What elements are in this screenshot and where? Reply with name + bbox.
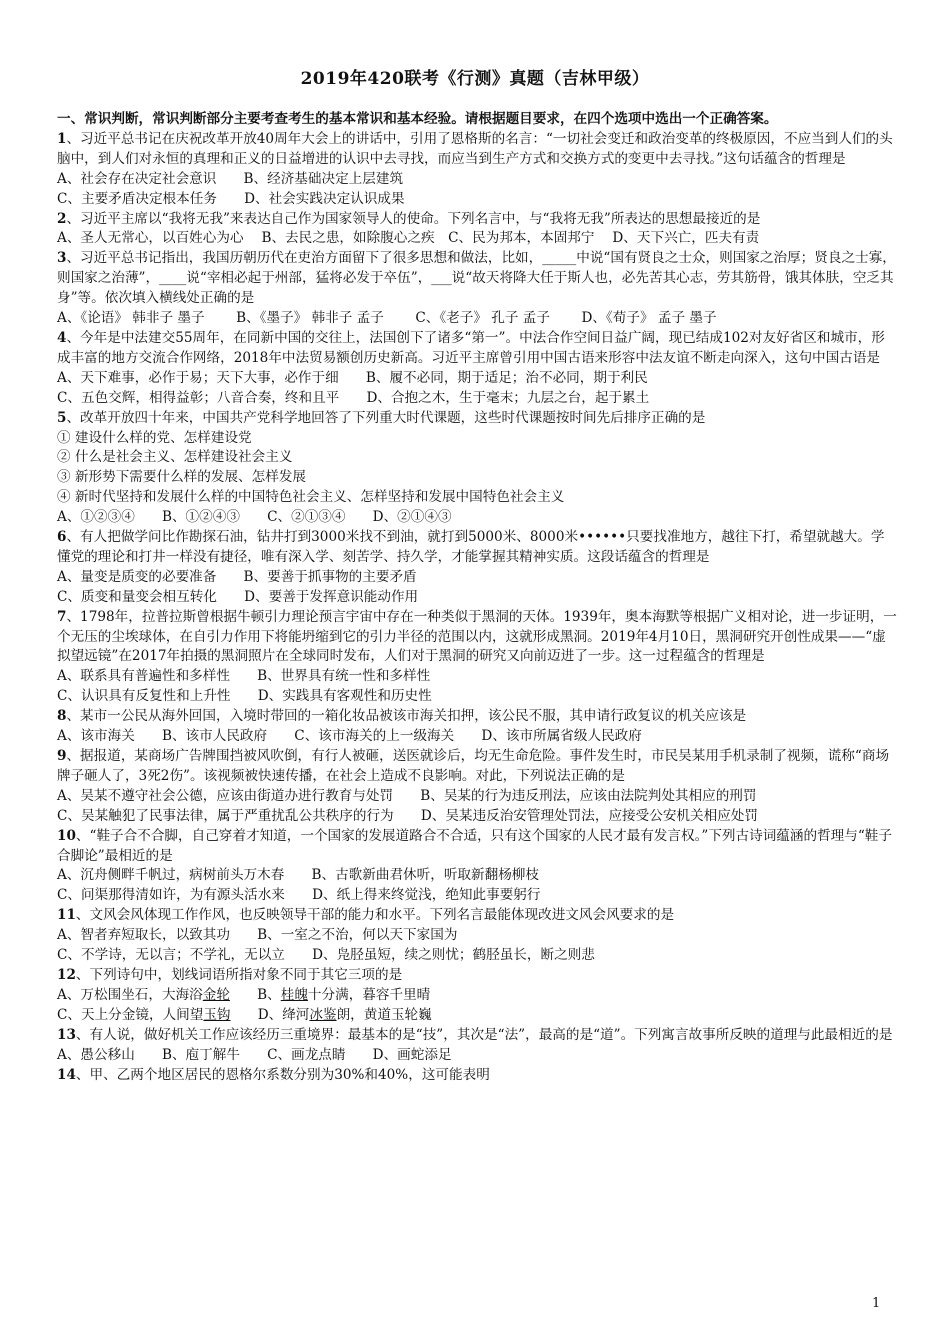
option-line: C、五色交辉，相得益彰；八音合奏，终和且平 D、合抱之木，生于毫末；九层之台，起于累土: [57, 389, 650, 406]
option-line: C、吴某触犯了民事法律，属于严重扰乱公共秩序的行为 D、吴某违反治安管理处罚法，应接受公安机关相应处罚: [57, 807, 758, 824]
question-7: 7、1798年，拉普拉斯曾根据牛顿引力理论预言宇宙中存在一种类似于黑洞的天体。1939年，奥本海默等根据广义相对论，进一步证明，一个无压的尘埃球体，在自引力作用下将能坍缩到它的引力半径的范围以内，这就形成黑洞。2019年4月10日，黑洞研究开创性成果——“虚拟望远镜”在2017年拍摄的黑洞照片在全球同时发布，人们对于黑洞的研究又向前迈进了一步。这一过程蕴含的哲理是: [57, 608, 897, 665]
underlined-term: 冰鉴: [309, 1006, 337, 1023]
question-12: 12、下列诗句中，划线词语所指对象不同于其它三项的是: [57, 966, 403, 983]
question-13: 13、有人说，做好机关工作应该经历三重境界：最基本的是“技”，其次是“法”，最高的是“道”。下列寓言故事所反映的道理与此最相近的是: [57, 1026, 893, 1043]
page-title: 2019年420联考《行测》真题（吉林甲级）: [300, 69, 650, 89]
question-9: 9、据报道，某商场广告牌围挡被风吹倒，有行人被砸，送医就诊后，均无生命危险。事件发生时，市民吴某用手机录制了视频，谎称“商场牌子砸人了，3死2伤”。该视频被快速传播，在社会上造成不良影响。对此，下列说法正确的是: [57, 748, 890, 784]
question-5: 5、改革开放四十年来，中国共产党科学地回答了下列重大时代课题，这些时代课题按时间先后排序正确的是: [57, 409, 706, 426]
question-8: 8、某市一公民从海外回国，入境时带回的一箱化妆品被该市海关扣押，该公民不服，其申请行政复议的机关应该是: [57, 708, 747, 725]
underlined-term: 桂魄: [280, 986, 308, 1003]
option-line: A、①②③④ B、①②④③ C、②①③④ D、②①④③: [57, 509, 452, 526]
list-item: ④ 新时代坚持和发展什么样的中国特色社会主义、怎样坚持和发展中国特色社会主义: [57, 489, 565, 506]
option-line: A、天下难事，必作于易；天下大事，必作于细 B、履不必同，期于适足；治不必同，期于利民: [57, 369, 648, 386]
option-line: C、天上分金镜，人间望玉钩 D、绛河冰鉴朗，黄道玉轮巍: [57, 1006, 432, 1023]
section-heading: 一、常识判断，常识判断部分主要考查考生的基本常识和基本经验。请根据题目要求，在四个选项中选出一个正确答案。: [57, 111, 778, 127]
option-line: C、认识具有反复性和上升性 D、实践具有客观性和历史性: [57, 688, 432, 705]
list-item: ② 什么是社会主义、怎样建设社会主义: [57, 449, 293, 466]
option-line: A、联系具有普遍性和多样性 B、世界具有统一性和多样性: [57, 668, 431, 685]
option-line: A、社会存在决定社会意识 B、经济基础决定上层建筑: [57, 170, 404, 187]
underlined-term: 玉钩: [203, 1006, 231, 1023]
question-3: 3、习近平总书记指出，我国历朝历代在吏治方面留下了很多思想和做法，比如，_____中说“国有贤良之士众，则国家之治厚；贤良之士寡，则国家之治薄”，____说“宰相必起于州部，猛将必发于卒伍”，___说“故天将降大任于斯人也，必先苦其心志，劳其筋骨，饿其体肤，空乏其身”等。依次填入横线处正确的是: [57, 250, 896, 307]
option-line: A、该市海关 B、该市人民政府 C、该市海关的上一级海关 D、该市所属省级人民政府: [57, 728, 642, 745]
option-line: A、《论语》 韩非子 墨子 B、《墨子》 韩非子 孟子 C、《老子》 孔子 孟子 D、《荀子》 孟子 墨子: [57, 310, 717, 327]
option-line: C、质变和量变会相互转化 D、要善于发挥意识能动作用: [57, 588, 419, 605]
question-1: 1、习近平总书记在庆祝改革开放40周年大会上的讲话中，引用了恩格斯的名言：“一切社会变迁和政治变革的终极原因，不应当到人们的头脑中，到人们对永恒的真理和正义的日益增进的认识中去寻找，而应当到生产方式和交换方式的变更中去寻找。”这句话蕴含的哲理是: [57, 130, 893, 167]
option-line: C、不学诗，无以言；不学礼，无以立 D、凫胫虽短，续之则忧；鹤胫虽长，断之则悲: [57, 947, 595, 964]
question-6: 6、有人把做学问比作勘探石油，钻井打到3000米找不到油，就打到5000米、8000米••••••只要找准地方，越往下打，希望就越大。学懂党的理论和打井一样没有捷径，唯有深入学、刻苦学、持久学，才能掌握其精神实质。这段话蕴含的哲理是: [57, 529, 885, 565]
option-line: A、量变是质变的必要准备 B、要善于抓事物的主要矛盾: [57, 568, 417, 585]
question-10: 10、“鞋子合不合脚，自己穿着才知道，一个国家的发展道路合不合适，只有这个国家的人民才最有发言权。”下列古诗词蕴涵的哲理与“鞋子合脚论”最相近的是: [57, 827, 892, 864]
question-11: 11、文风会风体现工作作风，也反映领导干部的能力和水平。下列名言最能体现改进文风会风要求的是: [57, 907, 675, 924]
option-line: A、万松围坐石，大海浴金轮 B、桂魄十分满，暮容千里晴: [57, 986, 431, 1003]
list-item: ① 建设什么样的党、怎样建设党: [57, 429, 252, 446]
option-line: A、智者弃短取长，以致其功 B、一室之不治，何以天下家国为: [57, 927, 458, 944]
list-item: ③ 新形势下需要什么样的发展、怎样发展: [57, 469, 307, 486]
page-number: 1: [872, 1296, 881, 1311]
option-line: A、沉舟侧畔千帆过，病树前头万木春 B、古歌新曲君休听，听取新翻杨柳枝: [57, 867, 539, 884]
question-14: 14、甲、乙两个地区居民的恩格尔系数分别为30%和40%，这可能表明: [57, 1066, 490, 1083]
document-body: [57, 110, 897, 1085]
option-line: A、吴某不遵守社会公德，应该由街道办进行教育与处罚 B、吴某的行为违反刑法，应该由法院判处其相应的刑罚: [57, 787, 757, 804]
option-line: A、圣人无常心，以百姓心为心 B、去民之患，如除腹心之疾 C、民为邦本，本固邦宁 D、天下兴亡，匹夫有责: [57, 230, 760, 247]
question-4: 4、今年是中法建交55周年，在同新中国的交往上，法国创下了诸多“第一”。中法合作空间日益广阔，现已结成102对友好省区和城市，形成丰富的地方交流合作网络，2018年中法贸易额创历史新高。习近平主席曾引用中国古语来形容中法友谊不断走向深入，这句中国古语是: [57, 329, 885, 366]
question-2: 2、习近平主席以“我将无我”来表达自己作为国家领导人的使命。下列名言中，与“我将无我”所表达的思想最接近的是: [57, 210, 761, 227]
option-line: A、愚公移山 B、庖丁解牛 C、画龙点睛 D、画蛇添足: [57, 1046, 452, 1063]
underlined-term: 金轮: [202, 986, 230, 1003]
option-line: C、问渠那得清如许，为有源头活水来 D、纸上得来终觉浅，绝知此事要躬行: [57, 887, 541, 904]
option-line: C、主要矛盾决定根本任务 D、社会实践决定认识成果: [57, 190, 405, 207]
